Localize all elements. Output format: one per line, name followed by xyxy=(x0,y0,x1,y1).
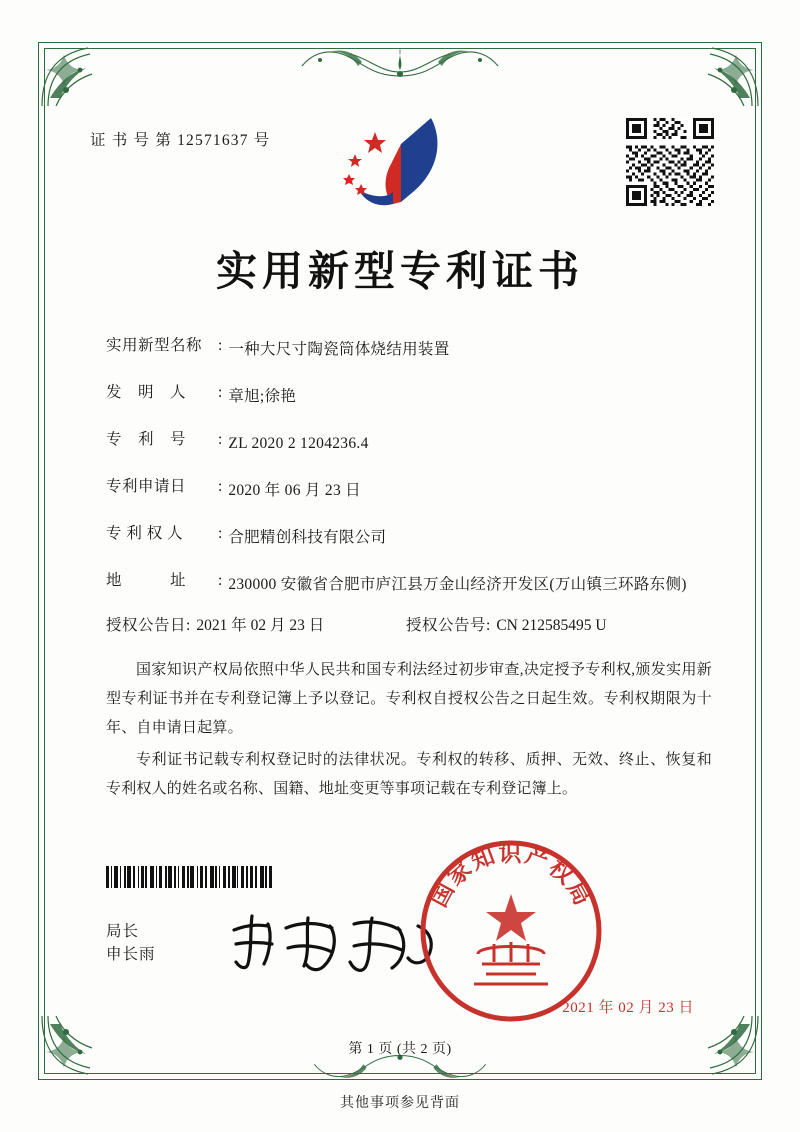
cnipa-logo-icon xyxy=(335,114,465,218)
seal-date: 2021 年 02 月 23 日 xyxy=(562,1000,694,1016)
bottom-flourish-icon xyxy=(250,1052,550,1094)
field-row-grant xyxy=(106,618,718,634)
field-value: ZL 2020 2 1204236.4 xyxy=(228,435,369,453)
field-value: 2020 年 06 月 23 日 xyxy=(228,482,361,500)
field-value: 合肥精创科技有限公司 xyxy=(228,529,387,547)
field-colon: : xyxy=(218,572,223,590)
legal-paragraph: 国家知识产权局依照中华人民共和国专利法经过初步审查,决定授予专利权,颁发实用新型专利证书并在专利登记簿上予以登记。专利权自授权公告之日起生效。专利权期限为十年、自申请日起算。 xyxy=(106,662,712,736)
page-title: 实用新型专利证书 xyxy=(216,247,584,295)
field-label: 专利申请日 xyxy=(106,478,187,496)
legal-text xyxy=(106,656,712,808)
field-row-address xyxy=(106,573,718,597)
field-value: 230000 安徽省合肥市庐江县万金山经济开发区(万山镇三环路东侧) xyxy=(228,576,687,594)
grant-date-value: 2021 年 02 月 23 日 xyxy=(196,617,325,635)
barcode-icon xyxy=(106,866,318,888)
field-label: 专 利 号 xyxy=(106,431,187,449)
field-colon: : xyxy=(218,384,223,402)
director-name-label: 申长雨 xyxy=(106,946,156,964)
director-role-label: 局长 xyxy=(106,923,140,940)
legal-paragraph: 专利证书记载专利权登记时的法律状况。专利权的转移、质押、无效、终止、恢复和专利权人的姓名或名称、国籍、地址变更等事项记载在专利登记簿上。 xyxy=(106,752,712,798)
grant-date-label: 授权公告日 xyxy=(106,617,187,635)
field-label: 地 址 xyxy=(106,572,187,590)
field-list xyxy=(106,338,718,638)
field-colon: : xyxy=(218,525,223,543)
field-colon: : xyxy=(218,431,223,449)
field-colon: : xyxy=(218,337,223,354)
field-row-patentee xyxy=(106,526,718,550)
certificate-number: 证 书 号 第 12571637 号 xyxy=(90,132,271,149)
field-row-patent-number xyxy=(106,432,718,456)
field-row-inventor xyxy=(106,385,718,409)
qr-code-icon xyxy=(626,118,714,206)
grant-number-value: CN 212585495 U xyxy=(496,617,607,635)
field-row-name xyxy=(106,338,718,362)
field-value: 一种大尺寸陶瓷筒体烧结用装置 xyxy=(228,341,450,358)
field-label: 发 明 人 xyxy=(106,384,187,402)
field-colon: : xyxy=(218,478,223,496)
top-flourish-icon xyxy=(250,32,550,80)
signature-block xyxy=(106,920,156,967)
certificate-content xyxy=(82,96,718,1057)
seal-text: 国家知识产权局 xyxy=(425,841,597,912)
grant-number-label: 授权公告号 xyxy=(406,617,487,635)
footer-note: 其他事项参见背面 xyxy=(340,1096,460,1111)
field-label: 实用新型名称 xyxy=(106,337,203,354)
field-label: 专 利 权 人 xyxy=(106,525,184,543)
grant-number-colon: : xyxy=(486,617,491,635)
field-row-application-date xyxy=(106,479,718,503)
grant-date-colon: : xyxy=(186,617,191,635)
field-value: 章旭;徐艳 xyxy=(228,388,297,406)
page-number: 第 1 页 (共 2 页) xyxy=(348,1042,452,1057)
